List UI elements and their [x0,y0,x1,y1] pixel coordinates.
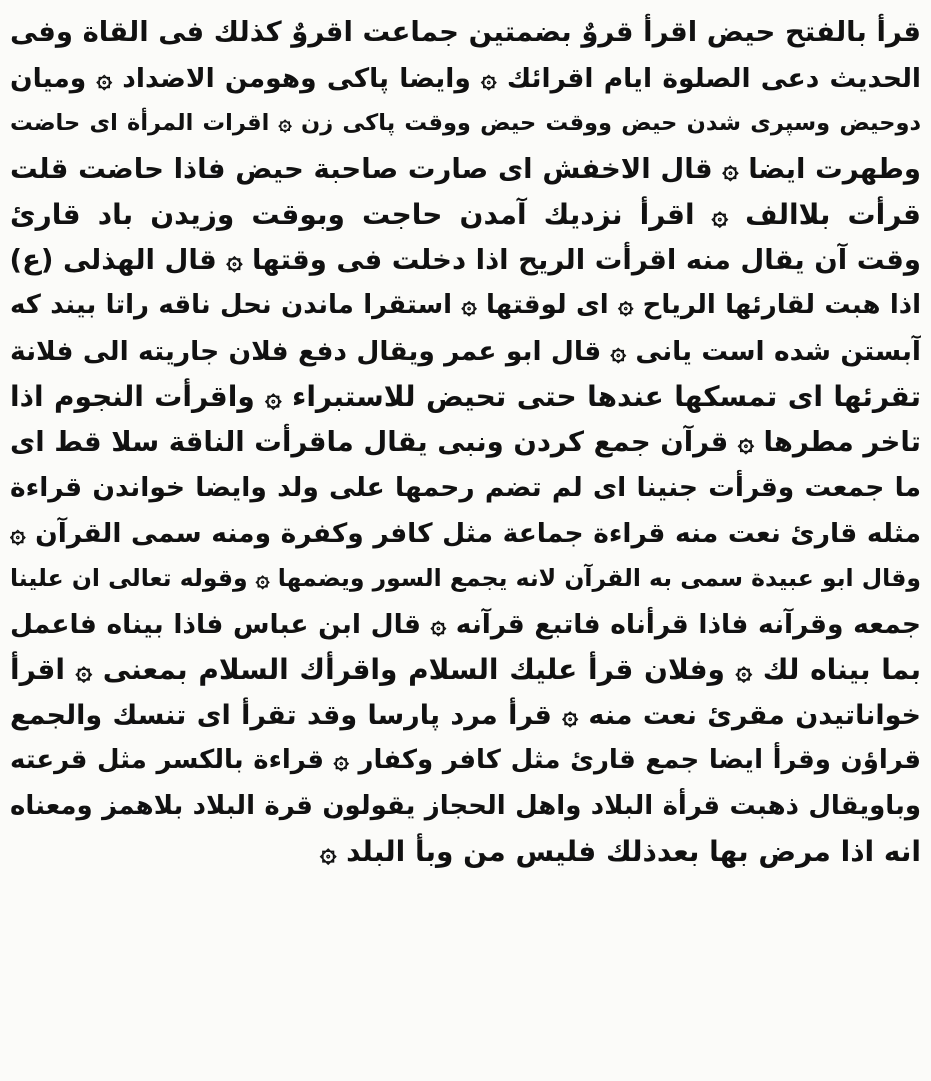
text-line: مثله قارئ نعت منه قراءة جماعة مثل كافر وكفرة ومنه سمى القرآن ۞ [10,517,921,549]
text-line: تاخر مطرها ۞ قرآن جمع كردن ونبى يقال ماقرأت الناقة سلا قط اى [10,425,921,458]
text-line: خواناتيدن مقرئ نعت منه ۞ قرأ مرد پارسا وقد تقرأ اى تنسك والجمع [10,699,921,731]
text-line: وقت آن يقال منه اقرأت الريح اذا دخلت فى وقتها ۞ قال الهذلى (ع) [10,243,921,276]
text-line: وباويقال ذهبت قرأة البلاد واهل الحجاز يقولون قرة البلاد بلاهمز ومعناه [10,790,921,821]
text-line: وطهرت ايضا ۞ قال الاخفش اى صارت صاحبة حيض فاذا حاضت قلت [10,152,921,185]
text-line: قرأ بالفتح حيض اقرأ قروٌ بضمتين جماعت اقروٌ كذلك فى القاة وفى [10,16,921,48]
text-line: جمعه وقرآنه فاذا قرأناه فاتبع قرآنه ۞ قال ابن عباس فاذا بيناه فاعمل [10,608,921,640]
text-line: الحديث دعى الصلوة ايام اقرائك ۞ وايضا پاكى وهومن الاضداد ۞ وميان [10,62,921,94]
text-line: اذا هبت لقارئها الرياح ۞ اى لوقتها ۞ استقرا ماندن نحل ناقه راتا بيند كه [10,290,921,320]
text-line: انه اذا مرض بها بعدذلك فليس من وبأ البلد ۞ [319,835,921,868]
text-line: ما جمعت وقرأت جنينا اى لم تضم رحمها على ولد وايضا خواندن قراءة [10,472,921,503]
text-line: دوحيض وسپرى شدن حيض ووقت حيض ووقت پاكى زن ۞ اقرات المرأة اى حاضت [10,110,921,136]
text-line: قراؤن وقرأ ايضا جمع قارئ مثل كافر وكفار ۞ قراءة بالكسر مثل قرعته [10,745,921,775]
text-line: بما بيناه لك ۞ وفلان قرأ عليك السلام واقرأك السلام بمعنى ۞ اقرأ [10,653,921,686]
text-line: وقال ابو عبيدة سمى به القرآن لانه يجمع السور ويضمها ۞ وقوله تعالى ان علينا [10,564,921,592]
text-line: تقرئها اى تمسكها عندها حتى تحيض للاستبراء ۞ واقرأت النجوم اذا [10,380,921,413]
dictionary-entry-text [10,10,921,875]
text-line: قرأت بلاالف ۞ اقرأ نزديك آمدن حاجت وبوقت وزيدن باد قارئ [10,198,921,231]
text-line: آبستن شده است يانى ۞ قال ابو عمر ويقال دفع فلان جاريته الى فلانة [10,335,921,367]
